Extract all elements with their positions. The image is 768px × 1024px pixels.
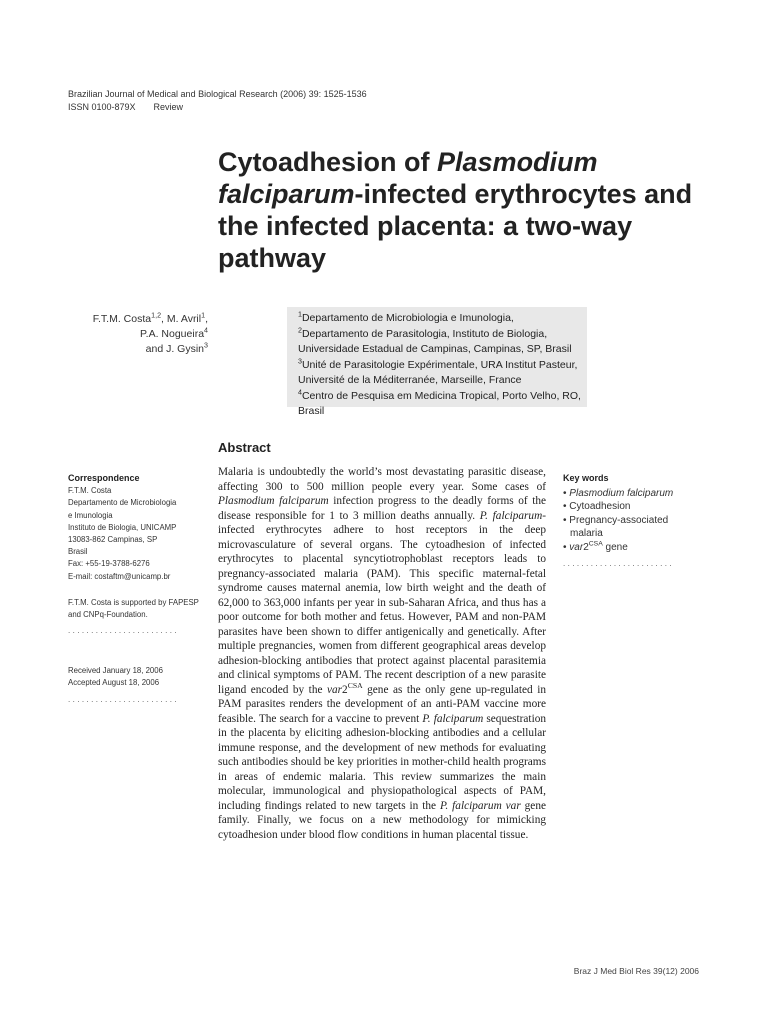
email-link[interactable]: E-mail: costaftm@unicamp.br [68, 571, 171, 581]
funding-note: F.T.M. Costa is supported by FAPESP and CNPq-Foundation. [68, 597, 199, 620]
article-type: Review [153, 102, 184, 112]
correspondence-line: Brasil [68, 547, 88, 557]
author-name: F.T.M. Costa [92, 313, 152, 325]
affiliation-line: $^2$Departamento de Parasitologia, Instituto de Biologia, [298, 326, 548, 340]
affiliation-line: $^1$Departamento de Microbiologia e Imunologia, [298, 310, 514, 324]
keyword-item: • Cytoadhesion [563, 501, 631, 512]
abstract-segment: infection progress to the deadly forms of the disease responsible for 1 to 3 million deaths annually. [218, 495, 547, 522]
affiliation-line: Université de la Méditerranée, Marseille, France [298, 374, 522, 386]
keyword-list [563, 487, 703, 555]
correspondence-line: F.T.M. Costa [68, 486, 112, 496]
author-affil: 4 [204, 326, 208, 335]
dotted-divider: ........................ [563, 559, 674, 568]
abstract-heading: Abstract [218, 440, 271, 455]
issn: ISSN 0100-879X [68, 102, 136, 112]
issn-line [68, 101, 367, 114]
abstract-segment: -infected erythrocytes adhere to host receptors in the deep microvasculature of several organs. The cytoadhesion of infected erythrocytes to placental syncytiotrophoblast receptors leads to pregnancy-associated malaria (PAM). This specific maternal-fetal syndrome causes maternal anemia, low birth weight and the death of 62,000 to 363,000 infants per year in sub-Saharan Africa, and thus has a poor outcome for both mother and fetus. However, PAM and non-PAM parasites have been shown to differ antigenically and genetically. After multiple pregnancies, women from different geographical areas develop adhesion-blocking antibodies that protect against placental parasitemia and clinical symptoms of PAM. The recent description of a new parasite ligand encoded by the [218, 509, 547, 696]
dotted-divider: ........................ [68, 694, 179, 704]
correspondence-line: Fax: +55-19-3788-6276 [68, 559, 150, 569]
affiliations-box [287, 307, 587, 417]
abstract-segment: CSA [347, 680, 363, 690]
author-line-2 [93, 327, 208, 342]
author-list [93, 312, 208, 357]
keyword-item: • $var2^{CSA}$ gene [563, 540, 628, 553]
affiliation-line: Universidade Estadual de Campinas, Campinas, SP, Brasil [298, 343, 572, 355]
author-name: M. Avril [166, 313, 202, 325]
abstract-segment: 2 [342, 683, 348, 696]
abstract-segment: Plasmodium falciparum [218, 495, 329, 507]
affiliation-line: $^4$Centro de Pesquisa em Medicina Tropical, Porto Velho, RO, Brasil [298, 388, 581, 417]
author-affil: 1,2 [151, 311, 162, 320]
keyword-item: • Pregnancy-associated malaria [563, 514, 669, 539]
page-footer: Braz J Med Biol Res 39(12) 2006 [573, 966, 699, 976]
abstract-segment: gene family. Finally, we focus on a new methodology for mimicking cytoadhesion under blood flow conditions in human placental tissue. [218, 799, 546, 841]
abstract-segment: P. falciparum var [439, 799, 521, 812]
abstract-segment: var [326, 683, 343, 696]
author-name: and J. Gysin [145, 343, 205, 355]
correspondence-heading: Correspondence [68, 473, 140, 483]
correspondence-sidebar [68, 472, 208, 704]
correspondence-line: Instituto de Biologia, UNICAMP [68, 522, 177, 532]
title-part-2: -infected erythrocytes and the infected placenta: a two-way pathway [218, 179, 693, 273]
received-date: Received January 18, 2006 [68, 666, 163, 676]
article-dates [68, 665, 208, 689]
abstract-segment: Malaria is undoubtedly the world’s most devastating parasitic disease, affecting 300 to 500 million people every year. Some cases of [218, 466, 546, 493]
article-title [218, 146, 698, 274]
correspondence-line: 13083-862 Campinas, SP [68, 535, 158, 545]
dotted-divider: ........................ [68, 626, 179, 636]
journal-header [68, 88, 367, 114]
title-italic: Plasmodium falciparum [218, 147, 598, 209]
abstract-segment: sequestration in the placenta by eliciting adhesion-blocking antibodies and a cellular immune response, and the development of new methods for evaluating such antibodies should be key priorities in mother-child health programs in areas of endemic malaria. This review summarizes the main molecular, immunological and physiopathological aspects of PAM, including findings related to new targets in the [218, 712, 547, 812]
author-affil: 3 [204, 341, 208, 350]
abstract-segment: P. falciparum [479, 509, 543, 522]
abstract-segment: gene as the only gene up-regulated in PAM parasites renders the development of an anti-PAM vaccine more feasible. The search for a vaccine to prevent [218, 683, 546, 725]
journal-citation: Brazilian Journal of Medical and Biological Research (2006) 39: 1525-1536 [68, 89, 367, 99]
abstract-segment: P. falciparum [422, 712, 484, 725]
author-line-3 [93, 342, 208, 357]
correspondence-line: Departamento de Microbiologia [68, 498, 177, 508]
author-line-1: F.T.M. Costa$^{1,2}$, M. Avril$^1$, [92, 311, 208, 325]
abstract-text [218, 465, 546, 842]
correspondence-line: e Imunologia [68, 510, 113, 520]
keywords-box [563, 472, 703, 568]
accepted-date: Accepted August 18, 2006 [68, 678, 160, 688]
affiliation-line: $^3$Unité de Parasitologie Expérimentale, URA Institut Pasteur, [298, 357, 578, 371]
title-part-1: Cytoadhesion of [218, 147, 438, 177]
keyword-item: • Plasmodium falciparum [563, 487, 674, 499]
keywords-heading: Key words [563, 473, 609, 483]
author-affil: 1 [201, 311, 206, 320]
author-name: P.A. Nogueira [140, 328, 205, 340]
